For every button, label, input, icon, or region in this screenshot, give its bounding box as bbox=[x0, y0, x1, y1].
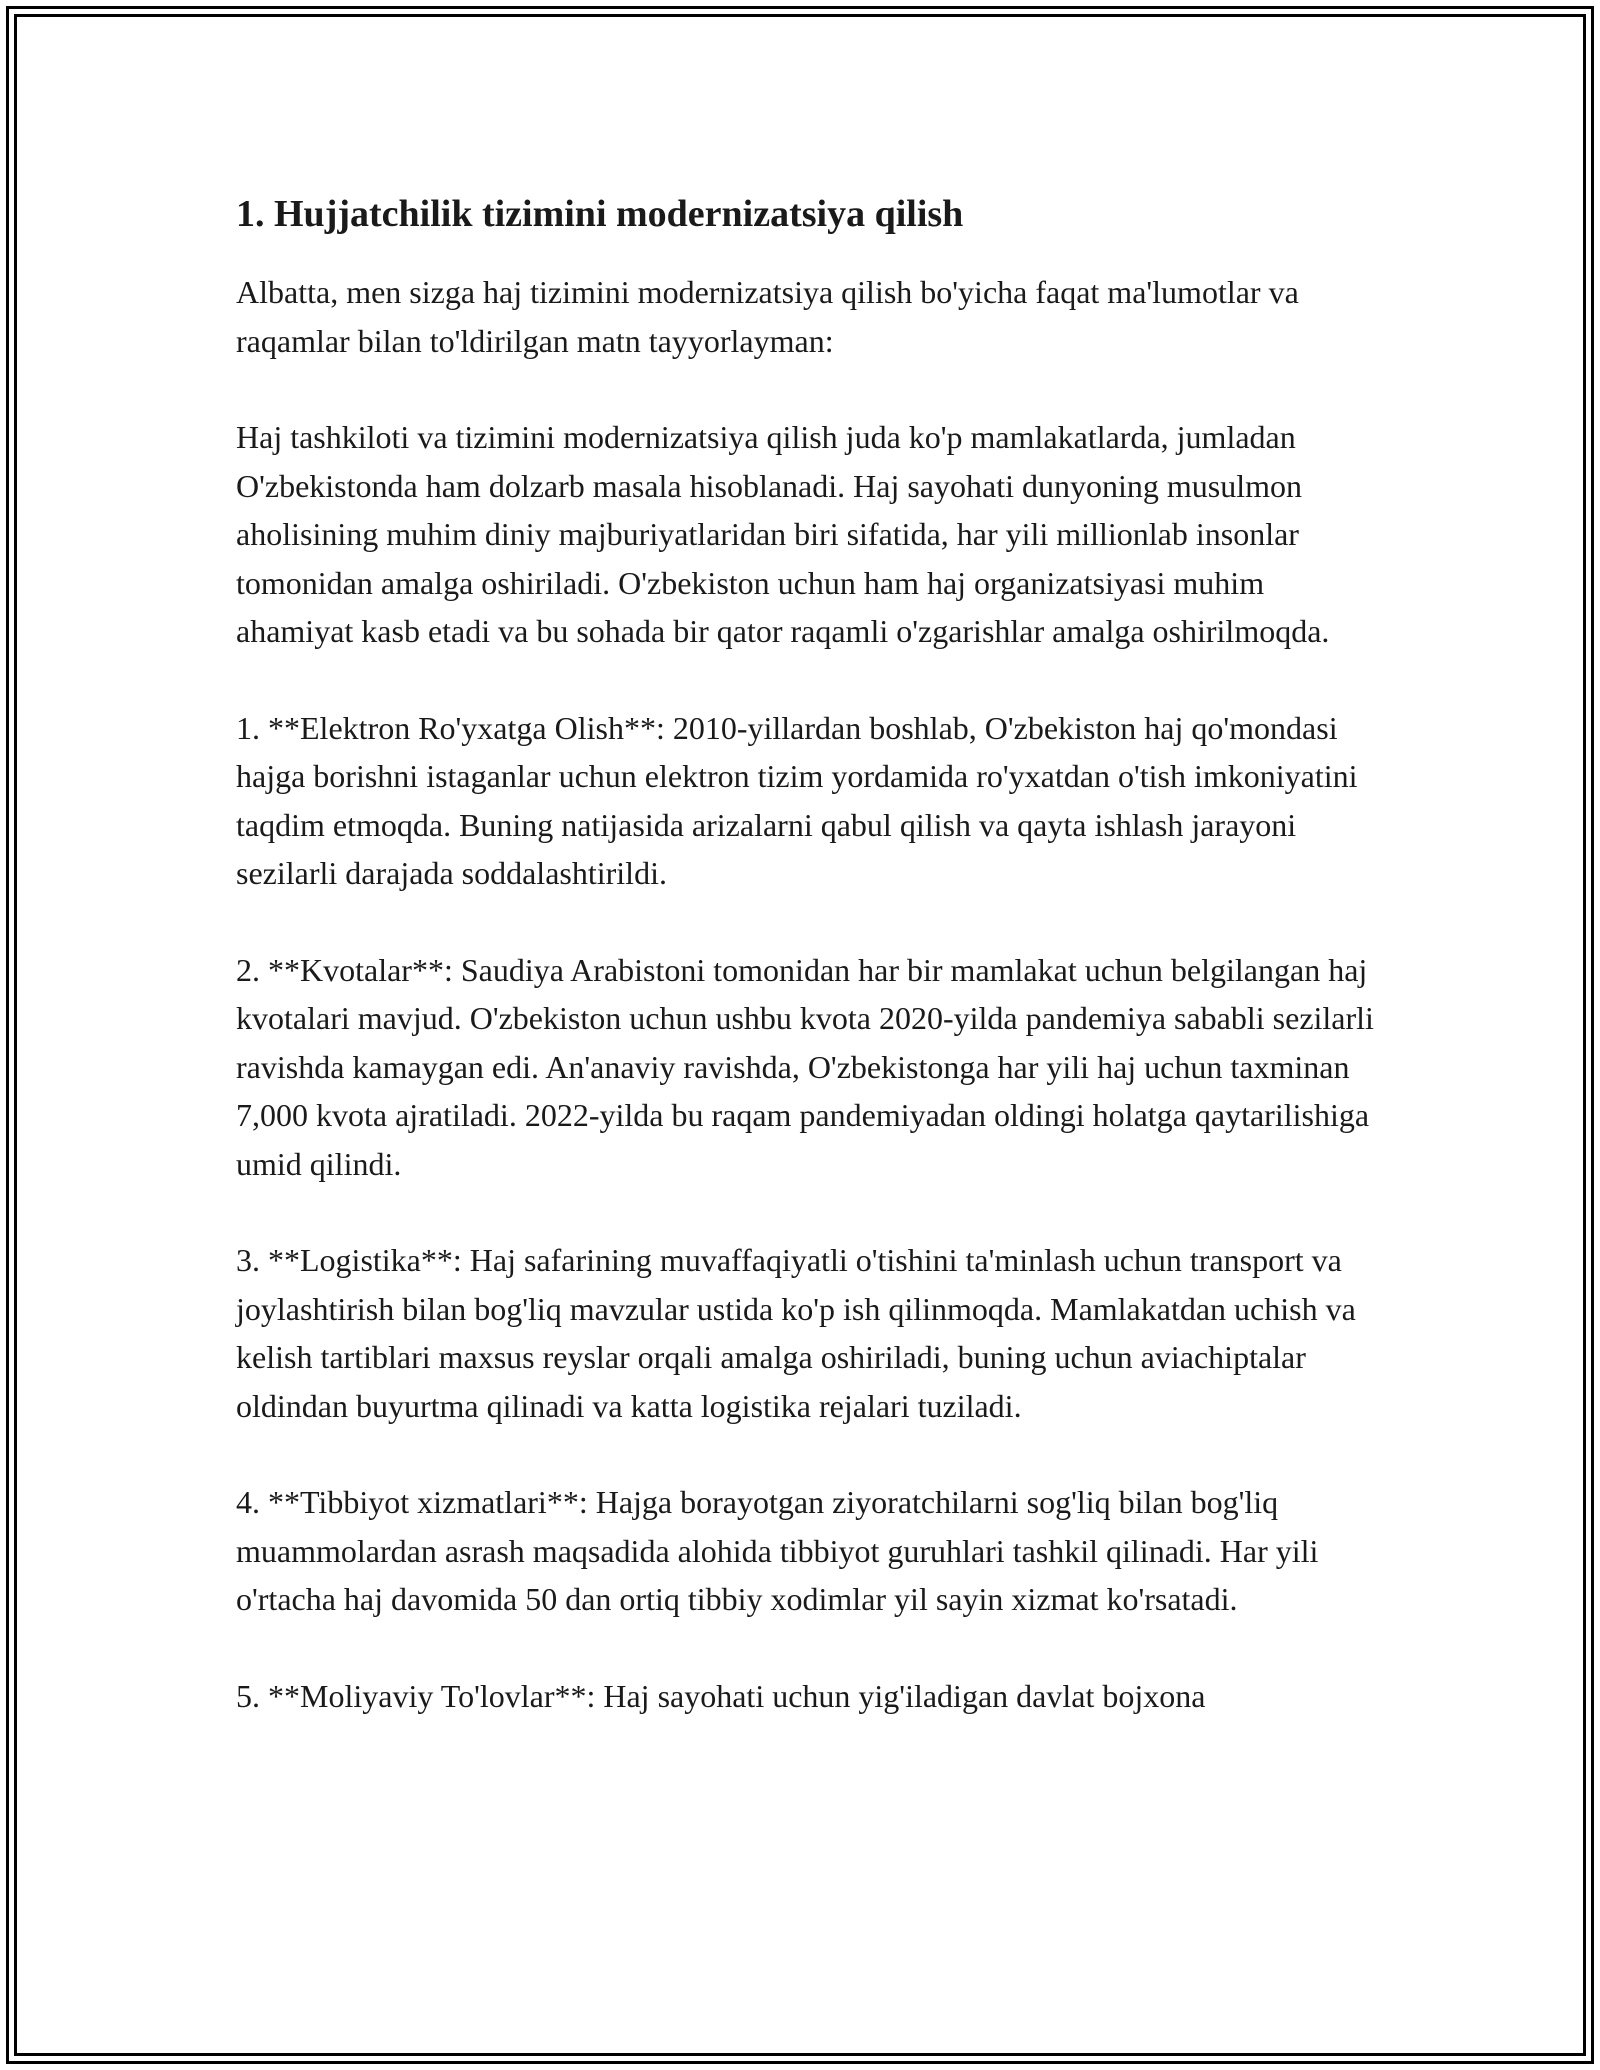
list-item-quotas: 2. **Kvotalar**: Saudiya Arabistoni tomonidan har bir mamlakat uchun belgilangan haj kvotalari mavjud. O'zbekiston uchun ushbu kvota 2020-yilda pandemiya sababli sezilarli ravishda kamaygan edi. An'anaviy ravishda, O'zbekistonga har yili haj uchun taxminan 7,000 kvota ajratiladi. 2022-yilda bu raqam pandemiyadan oldingi holatga qaytarilishiga umid qilindi. bbox=[236, 951, 1374, 1182]
list-item-electronic-registration: 1. **Elektron Ro'yxatga Olish**: 2010-yillardan boshlab, O'zbekiston haj qo'mondasi hajga borishni istaganlar uchun elektron tizim yordamida ro'yxatdan o'tish imkoniyatini taqdim etmoqda. Buning natijasida arizalarni qabul qilish va qayta ishlash jarayoni sezilarli darajada soddalashtirildi. bbox=[236, 709, 1358, 891]
document-body bbox=[236, 188, 1376, 1720]
section-heading: 1. Hujjatchilik tizimini modernizatsiya qilish bbox=[236, 193, 964, 235]
list-item-medical-services: 4. **Tibbiyot xizmatlari**: Hajga borayotgan ziyoratchilarni sog'liq bilan bog'liq muammolardan asrash maqsadida alohida tibbiyot guruhlari tashkil qilinadi. Har yili o'rtacha haj davomida 50 dan ortiq tibbiy xodimlar yil sayin xizmat ko'rsatadi. bbox=[236, 1484, 1319, 1617]
list-item-logistics: 3. **Logistika**: Haj safarining muvaffaqiyatli o'tishini ta'minlash uchun transport va joylashtirish bilan bog'liq mavzular ustida ko'p ish qilinmoqda. Mamlakatdan uchish va kelish tartiblari maxsus reyslar orqali amalga oshiriladi, buning uchun aviachiptalar oldindan buyurtma qilinadi va katta logistika rejalari tuziladi. bbox=[236, 1242, 1356, 1424]
list-item-financial-payments: 5. **Moliyaviy To'lovlar**: Haj sayohati uchun yig'iladigan davlat bojxona bbox=[236, 1677, 1206, 1714]
overview-paragraph: Haj tashkiloti va tizimini modernizatsiya qilish juda ko'p mamlakatlarda, jumladan O'zbekistonda ham dolzarb masala hisoblanadi. Haj sayohati dunyoning musulmon aholisining muhim diniy majburiyatlaridan biri sifatida, har yili millionlab insonlar tomonidan amalga oshiriladi. O'zbekiston uchun ham haj organizatsiyasi muhim ahamiyat kasb etadi va bu sohada bir qator raqamli o'zgarishlar amalga oshirilmoqda. bbox=[236, 419, 1330, 649]
intro-paragraph: Albatta, men sizga haj tizimini modernizatsiya qilish bo'yicha faqat ma'lumotlar va raqamlar bilan to'ldirilgan matn tayyorlayman: bbox=[236, 274, 1299, 359]
